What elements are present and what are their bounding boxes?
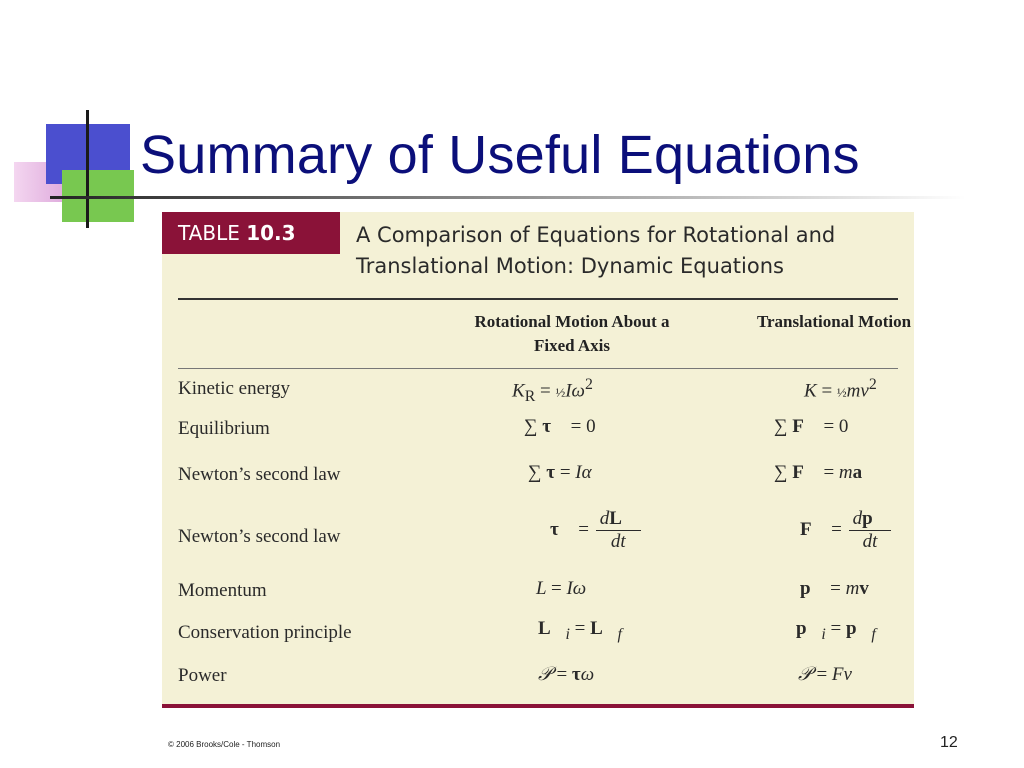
col-header-translational: Translational Motion bbox=[756, 312, 912, 331]
page-number: 12 bbox=[940, 734, 958, 751]
copyright-text: © 2006 Brooks/Cole - Thomson bbox=[168, 740, 281, 749]
table-header-rule bbox=[178, 368, 898, 369]
table-top-rule bbox=[178, 298, 898, 300]
row-label-conservation: Conservation principle bbox=[178, 622, 352, 643]
eq-rot-conservation: $L⃗_i$ = $L⃗_f$ bbox=[538, 618, 622, 643]
eq-trans-momentum: p⃗ = mv⃗ bbox=[800, 578, 884, 599]
table-bottom-rule bbox=[162, 704, 914, 708]
table-caption: A Comparison of Equations for Rotational and Translational Motion: Dynamic Equations bbox=[356, 223, 836, 278]
eq-trans-conservation: $p⃗_i$ = $p⃗_f$ bbox=[796, 618, 876, 643]
eq-rot-newton: ∑ τ = Iα bbox=[528, 462, 592, 483]
badge-number: 10.3 bbox=[246, 221, 296, 245]
eq-trans-kinetic: $K = \frac{1}{2}mv^2$ bbox=[804, 376, 877, 402]
equations-table bbox=[162, 212, 914, 706]
col-header-rotational: Rotational Motion About a Fixed Axis bbox=[474, 312, 670, 355]
eq-trans-newton: ∑ F⃗ = ma⃗ bbox=[774, 462, 877, 483]
row-label-kinetic-energy: Kinetic energy bbox=[178, 378, 291, 399]
title-underline bbox=[50, 196, 966, 199]
slide-title: Summary of Useful Equations bbox=[140, 125, 860, 185]
table-badge bbox=[162, 212, 340, 254]
eq-trans-power: 𝒫 = Fv bbox=[798, 664, 852, 685]
eq-rot-momentum: L = Iω bbox=[536, 578, 587, 599]
eq-rot-power: 𝒫 = τω bbox=[538, 664, 595, 685]
eq-rot-kinetic: $K_R$ = $\frac{1}{2}I\omega^2$ bbox=[512, 376, 593, 406]
row-label-momentum: Momentum bbox=[178, 580, 267, 601]
decor-vertical-line bbox=[86, 110, 89, 228]
row-label-newton-2: Newton’s second law bbox=[178, 526, 341, 547]
badge-prefix: TABLE bbox=[178, 221, 247, 245]
eq-rot-newton-deriv: τ⃗ = $\frac{dL⃗}{dt}$ bbox=[550, 508, 643, 553]
row-label-equilibrium: Equilibrium bbox=[178, 418, 270, 439]
eq-rot-equilibrium: ∑ τ⃗ = 0 bbox=[524, 416, 596, 437]
row-label-power: Power bbox=[178, 665, 227, 686]
row-label-newton-1: Newton’s second law bbox=[178, 464, 341, 485]
eq-trans-equilibrium: ∑ F⃗ = 0 bbox=[774, 416, 849, 437]
eq-trans-newton-deriv: F⃗ = $\frac{dp⃗}{dt}$ bbox=[800, 508, 893, 553]
